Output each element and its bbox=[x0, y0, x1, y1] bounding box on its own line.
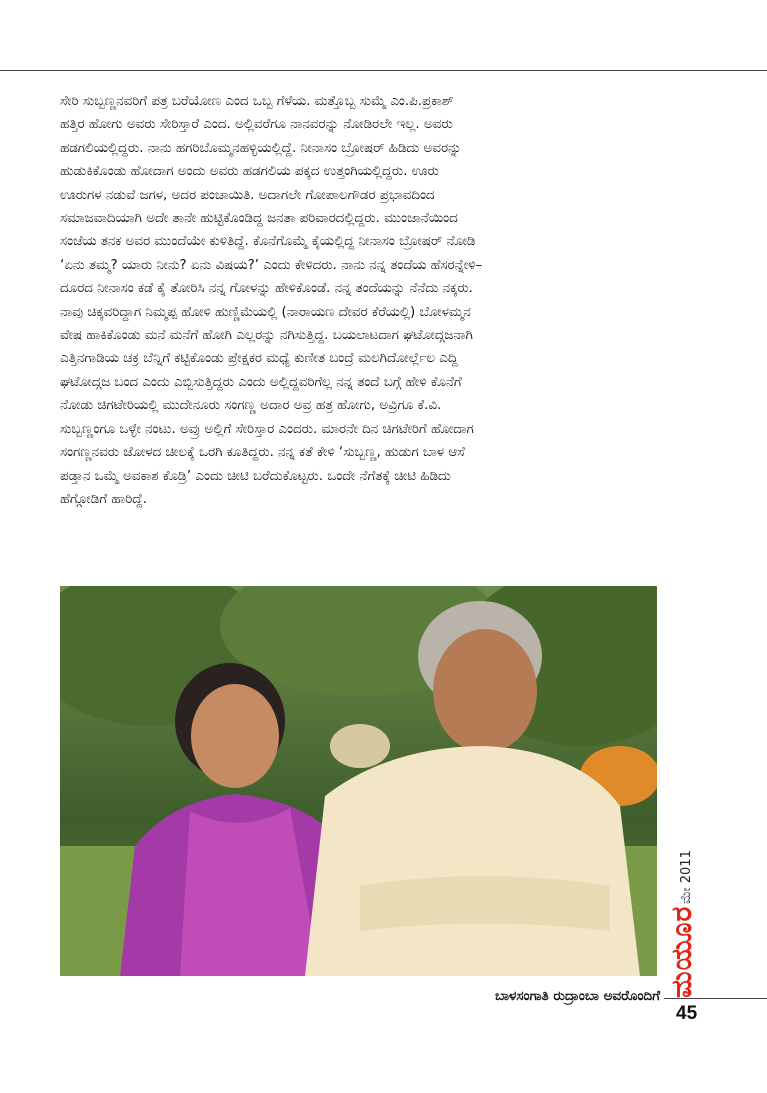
article-line: ನೋಡು ಚಿಗಟೇರಿಯಲ್ಲಿ ಮುದೇನೂರು ಸಂಗಣ್ಣ ಅದಾರ ಅವ್ರ ಹತ್ರ ಹೋಗು, ಅವ್ರಿಗೂ ಕೆ.ವಿ. bbox=[60, 398, 442, 414]
article-line: ಘಟೋದ್ಗಜ ಬಂದ ಎಂದು ಎಬ್ಬಿಸುತ್ತಿದ್ದರು ಎಂದು ಅಲ್ಲಿದ್ದವರಿಗೆಲ್ಲ ನನ್ನ ತಂದೆ ಬಗ್ಗೆ ಹೇಳಿ ಕೊನೆಗೆ bbox=[60, 374, 462, 390]
article-line: ನಾವು ಚಿಕ್ಕವರಿದ್ದಾಗ ನಿಮ್ಮಪ್ಪ ಹೋಳಿ ಹುಣ್ಣಿಮೆಯಲ್ಲಿ (ನಾರಾಯಣ ದೇವರ ಕೆರೆಯಲ್ಲಿ) ಬೋಳಮ್ಮನ bbox=[60, 304, 471, 320]
article-line: ಸಮಾಜವಾದಿಯಾಗಿ ಅದೇ ತಾನೇ ಹುಟ್ಟಿಕೊಂಡಿದ್ದ ಜನತಾ ಪರಿವಾರದಲ್ಲಿದ್ದರು. ಮುಂಜಾನೆಯಿಂದ bbox=[60, 211, 458, 227]
article-line: ‘ಏನು ತಮ್ಮ? ಯಾರು ನೀನು? ಏನು ವಿಷಯ?’ ಎಂದು ಕೇಳಿದರು. ನಾನು ನನ್ನ ತಂದೆಯ ಹೆಸರನ್ನೇಳಿ– bbox=[60, 257, 483, 273]
article-line: ಸೇರಿ ಸುಬ್ಬಣ್ಣನವರಿಗೆ ಪತ್ರ ಬರೆಯೋಣ ಎಂದ ಒಬ್ಬ ಗೆಳೆಯ. ಮತ್ತೊಬ್ಬ ಸುಮ್ಮೆ ಎಂ.ಪಿ.ಪ್ರಕಾಶ್ bbox=[60, 94, 454, 109]
footer-rule bbox=[664, 998, 767, 999]
magazine-logo: ಮಯೂರ bbox=[665, 905, 698, 998]
magazine-masthead bbox=[662, 905, 702, 998]
portrait-photo bbox=[60, 586, 657, 976]
page-number: 45 bbox=[676, 1003, 698, 1024]
article-line: ಎತ್ತಿನಗಾಡಿಯ ಚಕ್ರ ಬೆನ್ನಿಗೆ ಕಟ್ಟಿಕೊಂಡು ಪ್ರೇಕ್ಷಕರ ಮಧ್ಯೆ ಕುಣೀತ ಬಂದ್ರೆ ಮಲಗಿದೋರ್ಲ್ಲೆಲ ಎದ್ದಿ bbox=[60, 351, 458, 367]
header-rule bbox=[0, 70, 767, 71]
article-line: ದೂರದ ನೀನಾಸಂ ಕಡೆ ಕೈ ತೋರಿಸಿ ನನ್ನ ಗೋಳನ್ನು ಹೇಳಿಕೊಂಡೆ. ನನ್ನ ತಂದೆಯನ್ನು ನೆನೆದು ನಕ್ಕರು. bbox=[60, 281, 473, 297]
article-line: ಹೆಗ್ಗೋಡಿಗೆ ಹಾರಿದ್ದೆ. bbox=[60, 491, 147, 507]
article-line: ಹುಡುಕಿಕೊಂಡು ಹೋದಾಗ ಅಂದು ಅವರು ಹಡಗಲಿಯ ಪಕ್ಕದ ಉತ್ತಂಗಿಯಲ್ಲಿದ್ದರು. ಊರು bbox=[60, 164, 439, 180]
portrait-illustration bbox=[60, 586, 657, 976]
article-line: ವೇಷ ಹಾಕಿಕೊಂಡು ಮನೆ ಮನೆಗೆ ಹೋಗಿ ಎಲ್ಲರನ್ನು ನಗಿಸುತ್ತಿದ್ದ. ಬಯಲಾಟದಾಗ ಘಟೋದ್ಗಜನಾಗಿ bbox=[60, 328, 473, 344]
photo-caption: ಬಾಳಸಂಗಾತಿ ರುದ್ರಾಂಬಾ ಅವರೊಂದಿಗೆ bbox=[495, 988, 660, 1004]
issue-date-text: ಮೇ 2011 bbox=[679, 850, 694, 904]
article-line: ಸುಬ್ಬಣ್ಣಂಗೂ ಒಳ್ಳೇ ನಂಟು. ಅವ್ರು ಅಲ್ಲಿಗೆ ಸೇರಿಸ್ತಾರ ಎಂದರು. ಮಾರನೇ ದಿನ ಚಿಗಟೇರಿಗೆ ಹೋದಾಗ bbox=[60, 421, 474, 437]
article-line: ಊರುಗಳ ನಡುವೆ ಜಗಳ, ಅದರ ಪಂಚಾಯಿತಿ. ಅದಾಗಲೇ ಗೋಪಾಲಗೌಡರ ಪ್ರಭಾವದಿಂದ bbox=[60, 187, 435, 203]
article-line: ಹಡಗಲಿಯಲ್ಲಿದ್ದರು. ನಾನು ಹಗರಿಬೊಮ್ಮನಹಳ್ಳಿಯಲ್ಲಿದ್ದೆ. ನೀನಾಸಂ ಬ್ರೋಷರ್ ಹಿಡಿದು ಅವರನ್ನು bbox=[60, 140, 462, 156]
article-line: ಹತ್ತಿರ ಹೋಗು ಅವರು ಸೇರಿಸ್ತಾರೆ ಎಂದ. ಅಲ್ಲಿವರೆಗೂ ನಾನವರನ್ನು ನೋಡಿರಲೇ ಇಲ್ಲ. ಅವರು bbox=[60, 117, 453, 133]
article-line: ಸಂಜೆಯ ತನಕ ಅವರ ಮುಂದೆಯೇ ಕುಳಿತಿದ್ದೆ. ಕೊನೆಗೊಮ್ಮೆ ಕೈಯಲ್ಲಿದ್ದ ನೀನಾಸಂ ಬ್ರೋಷರ್ ನೋಡಿ bbox=[60, 234, 476, 250]
article-line: ಪಡ್ತಾನ ಒಮ್ಮೆ ಅವಕಾಶ ಕೊಡ್ರಿ’ ಎಂದು ಚೀಟಿ ಬರೆದುಕೊಟ್ಟರು. ಒಂದೇ ನೆಗೆತಕ್ಕೆ ಚೀಟಿ ಹಿಡಿದು bbox=[60, 468, 451, 484]
article-line: ಸಂಗಣ್ಣನವರು ಜೋಳದ ಚೀಲಕ್ಕೆ ಒರಗಿ ಕೂತಿದ್ದರು. ನನ್ನ ಕತೆ ಕೇಳಿ ‘ಸುಬ್ಬಣ್ಣ, ಹುಡುಗ ಬಾಳ ಆಸೆ bbox=[60, 445, 465, 461]
issue-date bbox=[676, 808, 698, 904]
article-body bbox=[60, 90, 666, 511]
